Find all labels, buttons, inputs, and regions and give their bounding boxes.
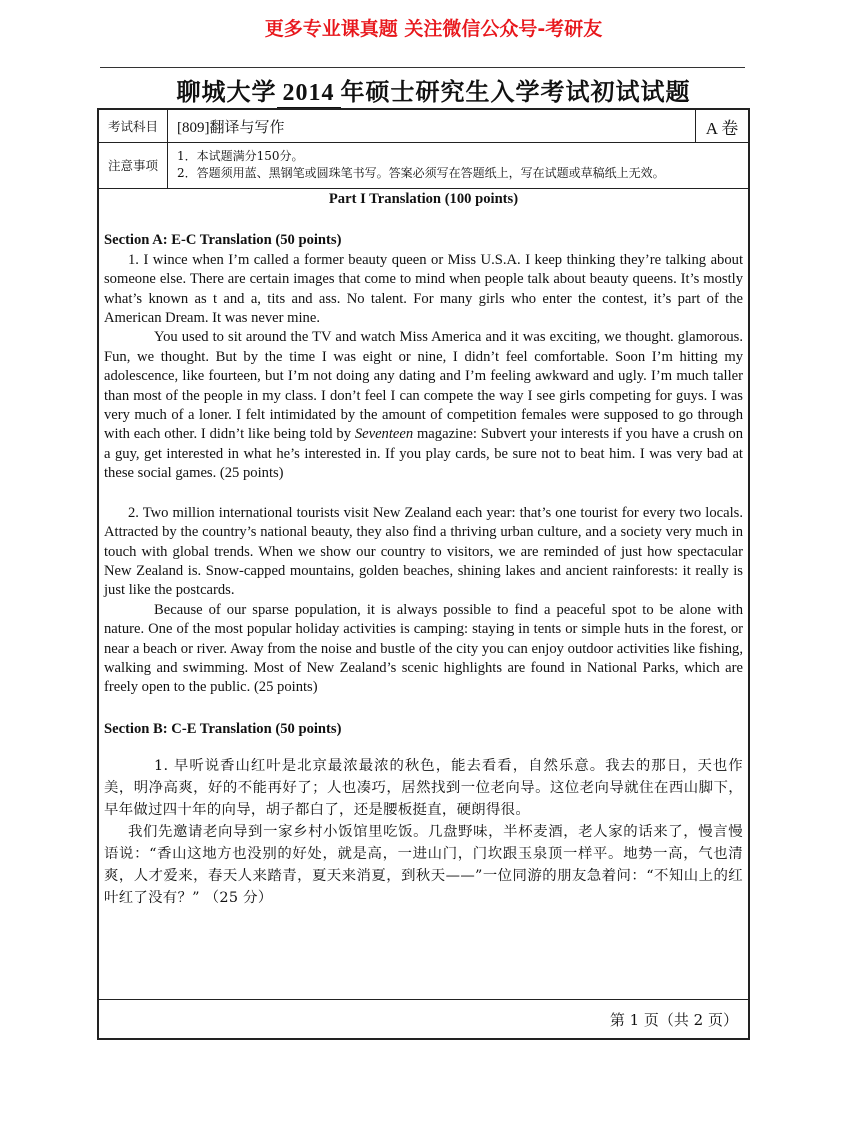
section-b-heading: Section B: C-E Translation (50 points)	[104, 720, 342, 737]
title-year: 2014	[277, 80, 341, 108]
passage-2-para-2: Because of our sparse population, it is always possible to find a peaceful spot to be alone with nature. One of the most popular holiday activities is camping: staying in tents or simple huts in the forest, or near a beach or river. Away from the noise and bustle of the city you can enjoy outdoor activities like fishing, walking and swimming. Most of New Zealand’s scenic highlights are found in National Parks, which are freely open to the public. (25 points)	[104, 601, 743, 696]
notes-label: 注意事项	[99, 142, 168, 188]
note-item: 1．本试题满分150分。	[177, 149, 304, 163]
para-text: magazine: Subvert your interests if you have a crush on a guy, get interested in what he’s interested in. If you play cards, be sure not to beat him. I was very bad at these social games. (25 points)	[104, 426, 743, 482]
passage-1-para-2	[104, 328, 743, 483]
title-suffix: 年硕士研究生入学考试初试试题	[340, 77, 691, 106]
exam-frame	[97, 108, 750, 1040]
passage-1-para-1: 1. I wince when I’m called a former beauty queen or Miss U.S.A. I keep thinking they’re talking about someone else. There are certain images that come to mind when people talk about beauty queens. It’s mostly what’s known as t and a, tits and ass. No talent. For many girls who enter the contest, it’s part of the American Dream. It was never mine.	[104, 251, 743, 327]
chinese-para-2: 我们先邀请老向导到一家乡村小饭馆里吃饭。几盘野味，半杯麦酒，老人家的话来了，慢言慢语说：“香山这地方也没别的好处，就是高，一进山门，门坎跟玉泉顶一样平。地势一高，气也清爽，人才爱来，春天人来踏青，夏天来消夏，到秋天——”一位同游的朋友急着问：“不知山上的红叶红了没有？” （25 分）	[104, 824, 743, 907]
paper-version: A 卷	[695, 110, 748, 142]
notes-row	[99, 142, 748, 189]
subject-row	[99, 110, 748, 143]
magazine-name: Seventeen	[354, 426, 414, 443]
exam-content	[104, 190, 743, 909]
para-text: You used to sit around the TV and watch Miss America and it was exciting, we thought. glamorous. Fun, we thought. But by the time I was eight or nine, I didn’t feel comfortable. Soon I’m hitting my adolescence, like fourteen, but I’m not doing any dating and I’m feeling awkward and ugly. I’m much taller than most of the people in my class. I don’t feel I can compete the way I see girls competing for guys. I was very much of a loner. I felt intimidated by the amount of competition females were supposed to go through with each other. I didn’t like being told by	[104, 329, 743, 443]
promo-banner: 更多专业课真题 关注微信公众号-考研友	[264, 18, 603, 40]
exam-title	[0, 72, 867, 108]
subject-label: 考试科目	[99, 110, 168, 142]
passage-2-para-1: 2. Two million international tourists visit New Zealand each year: that’s one tourist for every two locals. Attracted by the country’s national beauty, they also find a thriving urban culture, and a society very much in touch with global trends. When we show our country to visitors, we are reminded of just how spectacular New Zealand is. Snow-capped mountains, golden beaches, shining lakes and ancient rainforests: it really is just like the postcards.	[104, 504, 743, 599]
chinese-para-1: 1. 早听说香山红叶是北京最浓最浓的秋色，能去看看，自然乐意。我去的那日，天也作美，明净高爽，好的不能再好了；人也凑巧，居然找到一位老向导。这位老向导就住在西山脚下，早年做过四十年的向导，胡子都白了，还是腰板挺直，硬朗得很。	[104, 758, 743, 819]
notes-list	[177, 148, 665, 182]
subject-value: [809]翻译与写作	[177, 119, 285, 136]
section-a-heading: Section A: E-C Translation (50 points)	[104, 232, 342, 249]
header-divider	[100, 67, 745, 68]
title-prefix: 聊城大学	[176, 77, 277, 106]
note-item: 2．答题须用蓝、黑钢笔或圆珠笔书写。答案必须写在答题纸上，写在试题或草稿纸上无效。	[177, 166, 665, 180]
part-heading: Part I Translation (100 points)	[328, 191, 519, 207]
page-number: 第 1 页（共 2 页）	[99, 999, 748, 1038]
